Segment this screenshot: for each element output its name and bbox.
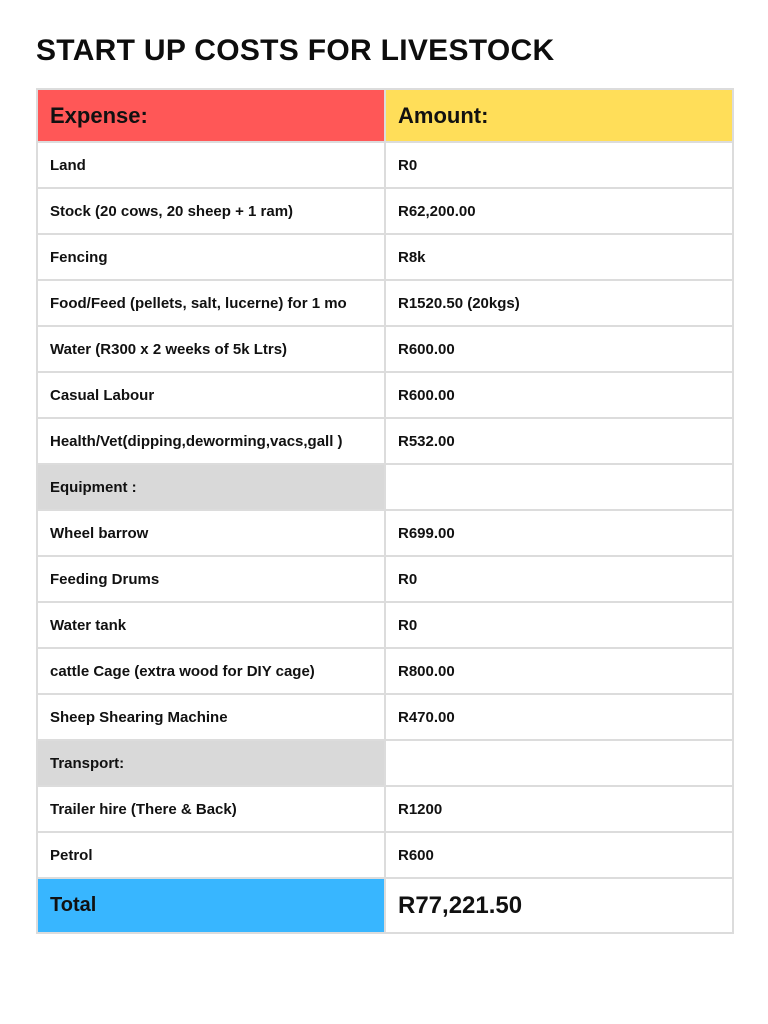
- expense-cell: Sheep Shearing Machine: [37, 694, 385, 740]
- table-row: [37, 786, 733, 832]
- amount-cell: [385, 464, 733, 510]
- amount-cell: R0: [385, 142, 733, 188]
- table-row: [37, 694, 733, 740]
- expense-cell: Stock (20 cows, 20 sheep + 1 ram): [37, 188, 385, 234]
- expense-cell: cattle Cage (extra wood for DIY cage): [37, 648, 385, 694]
- table-row: [37, 648, 733, 694]
- table-row: [37, 418, 733, 464]
- amount-cell: R1520.50 (20kgs): [385, 280, 733, 326]
- amount-column-header: Amount:: [385, 89, 733, 142]
- table-row: [37, 602, 733, 648]
- amount-cell: R800.00: [385, 648, 733, 694]
- total-row: [37, 878, 733, 933]
- amount-cell: R1200: [385, 786, 733, 832]
- amount-cell: R699.00: [385, 510, 733, 556]
- table-row: [37, 280, 733, 326]
- table-row: [37, 372, 733, 418]
- expense-cell: Water (R300 x 2 weeks of 5k Ltrs): [37, 326, 385, 372]
- section-row-transport: [37, 740, 733, 786]
- table-row: [37, 510, 733, 556]
- section-label: Transport:: [37, 740, 385, 786]
- table-header-row: [37, 89, 733, 142]
- expense-cell: Trailer hire (There & Back): [37, 786, 385, 832]
- page-title: START UP COSTS FOR LIVESTOCK: [36, 34, 555, 67]
- expense-cell: Fencing: [37, 234, 385, 280]
- amount-cell: R600: [385, 832, 733, 878]
- amount-cell: R0: [385, 602, 733, 648]
- expense-cell: Land: [37, 142, 385, 188]
- amount-cell: R8k: [385, 234, 733, 280]
- total-amount: R77,221.50: [385, 878, 733, 933]
- amount-cell: R532.00: [385, 418, 733, 464]
- expense-cell: Wheel barrow: [37, 510, 385, 556]
- expense-cell: Petrol: [37, 832, 385, 878]
- table-row: [37, 188, 733, 234]
- table-row: [37, 556, 733, 602]
- amount-cell: [385, 740, 733, 786]
- amount-cell: R470.00: [385, 694, 733, 740]
- expense-column-header: Expense:: [37, 89, 385, 142]
- table-row: [37, 142, 733, 188]
- expense-cell: Health/Vet(dipping,deworming,vacs,gall ): [37, 418, 385, 464]
- cost-table: [36, 88, 734, 934]
- table-row: [37, 326, 733, 372]
- amount-cell: R62,200.00: [385, 188, 733, 234]
- table-row: [37, 234, 733, 280]
- amount-cell: R600.00: [385, 372, 733, 418]
- expense-cell: Food/Feed (pellets, salt, lucerne) for 1 mo: [37, 280, 385, 326]
- amount-cell: R600.00: [385, 326, 733, 372]
- table-row: [37, 832, 733, 878]
- amount-cell: R0: [385, 556, 733, 602]
- expense-cell: Water tank: [37, 602, 385, 648]
- section-label: Equipment :: [37, 464, 385, 510]
- expense-cell: Casual Labour: [37, 372, 385, 418]
- expense-cell: Feeding Drums: [37, 556, 385, 602]
- section-row-equipment: [37, 464, 733, 510]
- total-label: Total: [37, 878, 385, 933]
